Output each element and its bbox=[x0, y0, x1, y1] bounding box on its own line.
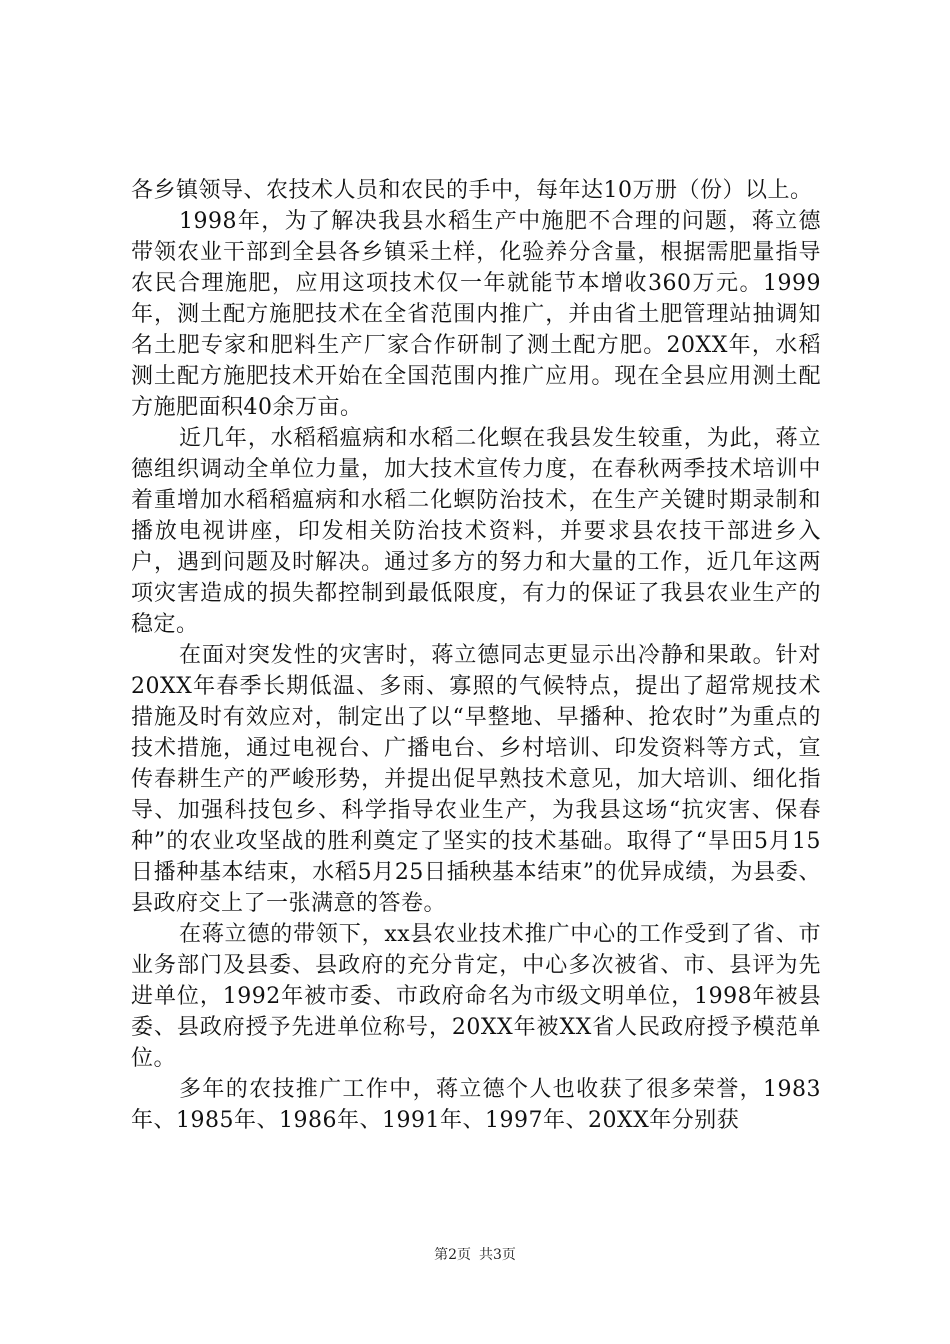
paragraph-continuation: 各乡镇领导、农技术人员和农民的手中，每年达10万册（份）以上。 bbox=[131, 178, 813, 203]
paragraph-fertilizer: 1998年，为了解决我县水稻生产中施肥不合理的问题，蒋立德带领农业干部到全县各乡镇采土样，化验养分含量，根据需肥量指导农民合理施肥，应用这项技术仅一年就能节本增收360万元。1999年，测土配方施肥技术在全省范围内推广，并由省土肥管理站抽调知名土肥专家和肥料生产厂家合作研制了测土配方肥。20XX年，水稻测土配方施肥技术开始在全国范围内推广应用。现在全县应用测土配方施肥面积40余万亩。 bbox=[131, 209, 821, 420]
paragraph-pest-control: 近几年，水稻稻瘟病和水稻二化螟在我县发生较重，为此，蒋立德组织调动全单位力量，加大技术宣传力度，在春秋两季技术培训中着重增加水稻稻瘟病和水稻二化螟防治技术，在生产关键时期录制和播放电视讲座，印发相关防治技术资料，并要求县农技干部进乡入户，遇到问题及时解决。通过多方的努力和大量的工作，近几年这两项灾害造成的损失都控制到最低限度，有力的保证了我县农业生产的稳定。 bbox=[131, 426, 821, 637]
document-body bbox=[131, 175, 821, 1136]
page-total: 共3页 bbox=[479, 1247, 516, 1263]
page-footer bbox=[0, 1245, 950, 1265]
paragraph-personal-honors: 多年的农技推广工作中，蒋立德个人也收获了很多荣誉，1983年、1985年、1986年、1991年、1997年、20XX年分别获 bbox=[131, 1077, 821, 1133]
paragraph-disaster-response: 在面对突发性的灾害时，蒋立德同志更显示出冷静和果敢。针对20XX年春季长期低温、多雨、寡照的气候特点，提出了超常规技术措施及时有效应对，制定出了以“早整地、早播种、抢农时”为重点的技术措施，通过电视台、广播电台、乡村培训、印发资料等方式，宣传春耕生产的严峻形势，并提出促早熟技术意见，加大培训、细化指导、加强科技包乡、科学指导农业生产，为我县这场“抗灾害、保春种”的农业攻坚战的胜利奠定了坚实的技术基础。取得了“旱田5月15日播种基本结束，水稻5月25日插秧基本结束”的优异成绩，为县委、县政府交上了一张满意的答卷。 bbox=[131, 643, 821, 916]
page-number: 第2页 bbox=[434, 1247, 471, 1263]
paragraph-unit-honors: 在蒋立德的带领下，xx县农业技术推广中心的工作受到了省、市业务部门及县委、县政府的充分肯定，中心多次被省、市、县评为先进单位，1992年被市委、市政府命名为市级文明单位，1998年被县委、县政府授予先进单位称号，20XX年被XX省人民政府授予模范单位。 bbox=[131, 922, 821, 1071]
